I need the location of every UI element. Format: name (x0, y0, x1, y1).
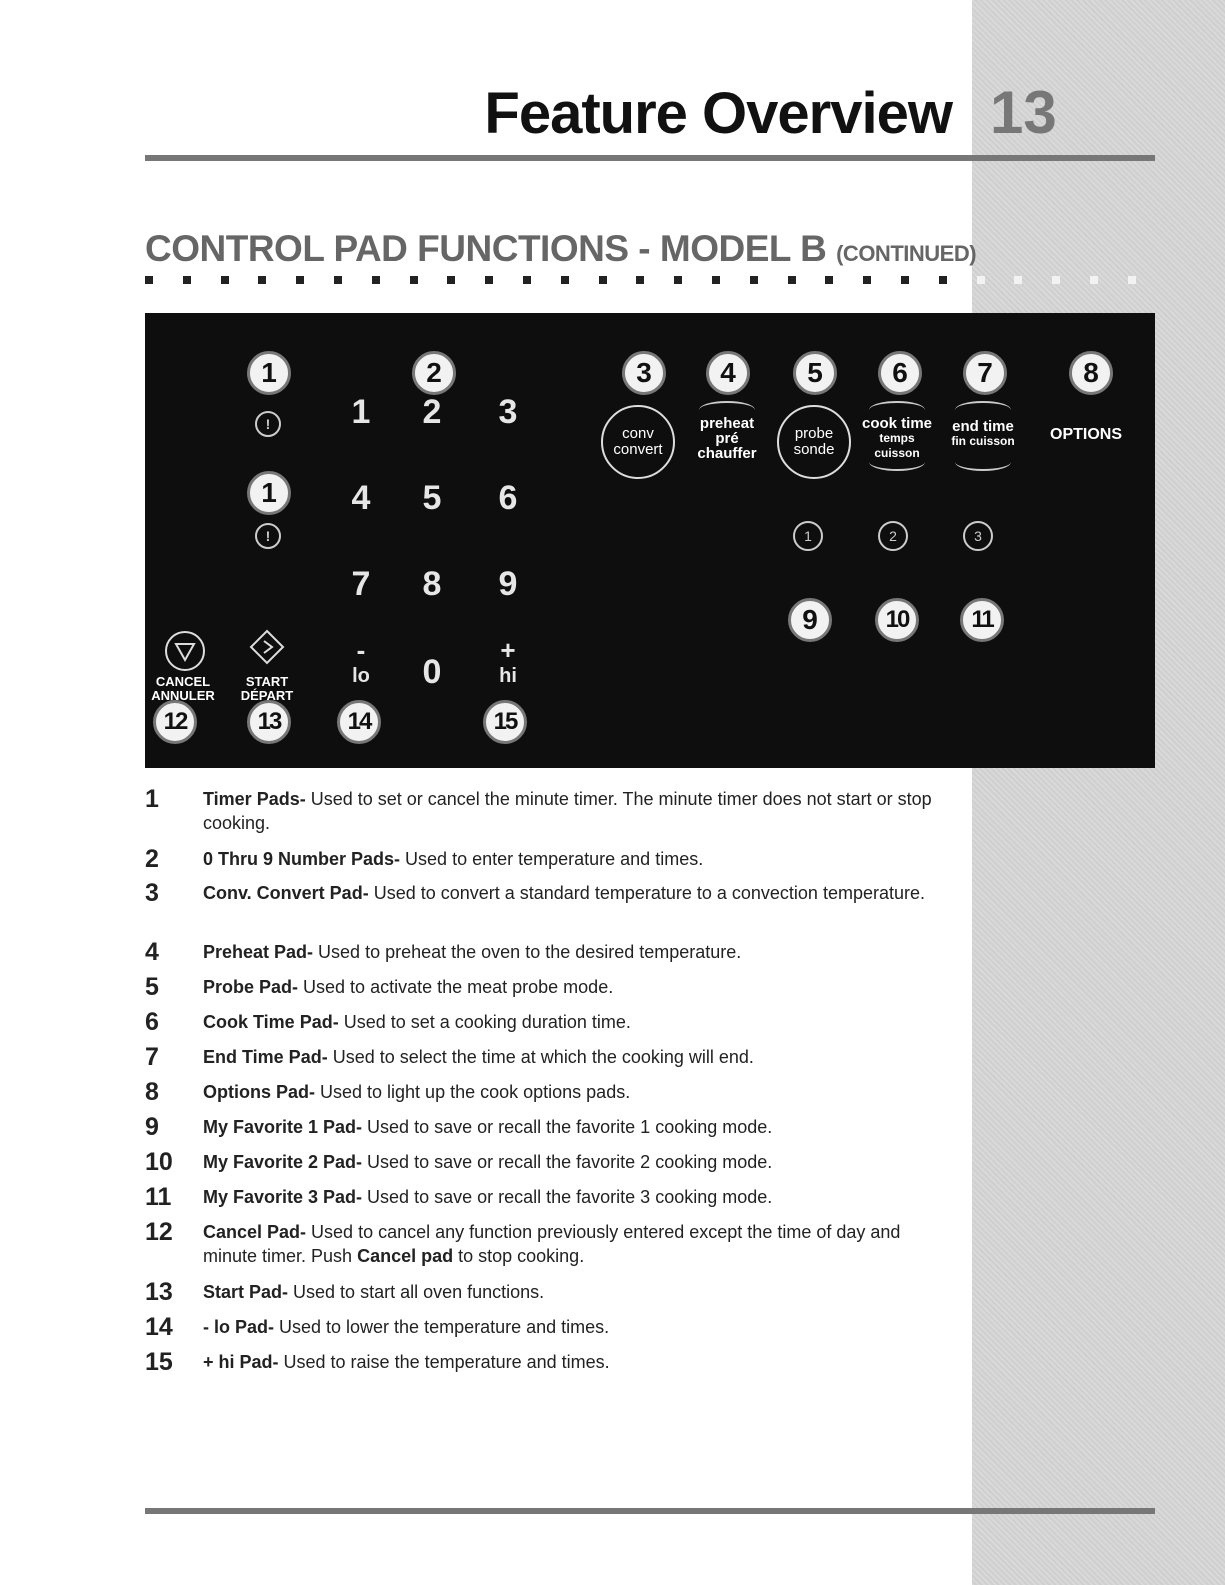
end-time-pad[interactable] (943, 419, 1023, 449)
item-description: Used to preheat the oven to the desired temperature. (313, 942, 742, 962)
item-text (203, 1045, 943, 1069)
item-number: 13 (145, 1278, 173, 1306)
section-title-text: CONTROL PAD FUNCTIONS - MODEL B (145, 228, 827, 269)
callout-10: 10 (875, 598, 919, 642)
divider-dot (183, 276, 191, 284)
preheat-label: preheat (699, 415, 755, 432)
divider-dot (712, 276, 720, 284)
digit-pad-5[interactable]: 5 (422, 479, 442, 517)
temps-label: temps (879, 431, 915, 445)
digit-pad-0[interactable]: 0 (422, 653, 442, 691)
conv-convert-pad[interactable] (601, 405, 675, 479)
item-number: 8 (145, 1078, 159, 1106)
dot-divider (145, 276, 1155, 286)
item-text (203, 1010, 943, 1034)
end-time-label: end time (952, 418, 1014, 435)
divider-dot (1090, 276, 1098, 284)
item-label: Timer Pads- (203, 789, 306, 809)
convert-label: convert (613, 441, 663, 458)
digit-pad-3[interactable]: 3 (498, 393, 518, 431)
probe-pad[interactable] (777, 405, 851, 479)
item-number: 11 (145, 1183, 172, 1211)
callout-12: 12 (153, 700, 197, 744)
start-label: START (245, 674, 289, 689)
item-number: 15 (145, 1348, 173, 1376)
callout-13: 13 (247, 700, 291, 744)
divider-dot (1052, 276, 1060, 284)
divider-dot (447, 276, 455, 284)
item-label: My Favorite 3 Pad- (203, 1187, 363, 1207)
divider-dot (1128, 276, 1136, 284)
item-description: Used to convert a standard temperature to a convection temperature. (368, 883, 925, 903)
fin-cuisson-label: fin cuisson (951, 434, 1015, 448)
item-description: Used to save or recall the favorite 3 cooking mode. (362, 1187, 773, 1207)
item-text (203, 1150, 943, 1174)
digit-pad-2[interactable]: 2 (422, 393, 442, 431)
item-number: 5 (145, 973, 159, 1001)
item-text (203, 1350, 943, 1374)
start-pad[interactable] (229, 675, 305, 703)
callout-11: 11 (960, 598, 1004, 642)
divider-dot (788, 276, 796, 284)
item-description: Used to lower the temperature and times. (274, 1317, 610, 1337)
item-label: - lo Pad- (203, 1317, 274, 1337)
divider-dot (485, 276, 493, 284)
callout-2: 2 (412, 351, 456, 395)
item-label: My Favorite 2 Pad- (203, 1152, 363, 1172)
divider-dot (977, 276, 985, 284)
side-band (972, 0, 1225, 1585)
top-rule (145, 155, 1155, 161)
section-title-suffix: (CONTINUED) (836, 241, 977, 266)
item-text (203, 975, 943, 999)
cancel-label: CANCEL (155, 674, 211, 689)
callout-4: 4 (706, 351, 750, 395)
digit-pad-7[interactable]: 7 (351, 565, 371, 603)
callout-5: 5 (793, 351, 837, 395)
divider-dot (561, 276, 569, 284)
item-description: Used to save or recall the favorite 1 cooking mode. (362, 1117, 773, 1137)
item-label: Cancel Pad- (203, 1222, 307, 1242)
callout-9: 9 (788, 598, 832, 642)
hi-pad[interactable]: hi (499, 665, 517, 687)
callout-7: 7 (963, 351, 1007, 395)
cancel-pad[interactable] (145, 675, 221, 703)
item-description: Used to set or cancel the minute timer. The minute timer does not start or stop cooking. (203, 789, 932, 833)
divider-dot (863, 276, 871, 284)
item-description: Used to set a cooking duration time. (338, 1012, 631, 1032)
item-description: Used to save or recall the favorite 2 cooking mode. (362, 1152, 773, 1172)
digit-pad-1[interactable]: 1 (351, 393, 371, 431)
sonde-label: sonde (793, 441, 835, 458)
divider-dot (750, 276, 758, 284)
item-text (203, 787, 943, 835)
cook-time-label: cook time (861, 415, 933, 432)
item-label-inline: Cancel pad (357, 1246, 454, 1266)
divider-dot (221, 276, 229, 284)
item-description: Used to select the time at which the cooking will end. (327, 1047, 754, 1067)
callout-6: 6 (878, 351, 922, 395)
divider-dot (334, 276, 342, 284)
item-label: Options Pad- (203, 1082, 315, 1102)
divider-dot (599, 276, 607, 284)
page-number: 13 (990, 79, 1057, 146)
lo-pad[interactable]: lo (352, 665, 370, 687)
end-time-arc-top (955, 401, 1011, 419)
item-label: Preheat Pad- (203, 942, 314, 962)
callout-3: 3 (622, 351, 666, 395)
item-label: My Favorite 1 Pad- (203, 1117, 363, 1137)
item-text (203, 881, 943, 905)
item-text (203, 1115, 943, 1139)
item-label: 0 Thru 9 Number Pads- (203, 849, 401, 869)
item-description: Used to light up the cook options pads. (315, 1082, 631, 1102)
item-number: 1 (145, 785, 159, 813)
chauffer-label: chauffer (697, 445, 757, 462)
item-number: 9 (145, 1113, 159, 1141)
digit-pad-4[interactable]: 4 (351, 479, 371, 517)
divider-dot (410, 276, 418, 284)
item-text (203, 1185, 943, 1209)
callout-8: 8 (1069, 351, 1113, 395)
page-title: Feature Overview (484, 81, 952, 146)
control-panel-image (145, 313, 1155, 768)
item-description-end: to stop cooking. (453, 1246, 585, 1266)
timer-icon: ! (255, 411, 281, 437)
divider-dot (258, 276, 266, 284)
divider-dot (1014, 276, 1022, 284)
divider-dot (145, 276, 153, 284)
favorite-1-pad[interactable]: 1 (793, 521, 823, 551)
end-time-arc-bottom (955, 453, 1011, 471)
callout-1b: 1 (247, 471, 291, 515)
item-text (203, 1080, 943, 1104)
start-icon (249, 629, 285, 665)
divider-dot (674, 276, 682, 284)
divider-dot (372, 276, 380, 284)
callout-15: 15 (483, 700, 527, 744)
item-description: Used to activate the meat probe mode. (298, 977, 614, 997)
divider-dot (825, 276, 833, 284)
probe-label: probe (794, 425, 834, 442)
preheat-pad[interactable] (687, 416, 767, 461)
lo-sign: - (356, 635, 366, 665)
digit-pad-8[interactable]: 8 (422, 565, 442, 603)
digit-pad-9[interactable]: 9 (498, 565, 518, 603)
item-number: 7 (145, 1043, 159, 1071)
item-description: Used to raise the temperature and times. (278, 1352, 610, 1372)
item-text (203, 940, 943, 964)
favorite-2-pad[interactable]: 2 (878, 521, 908, 551)
options-pad[interactable]: OPTIONS (1050, 426, 1123, 443)
conv-label: conv (622, 425, 654, 442)
item-text (203, 1220, 943, 1268)
item-label: + hi Pad- (203, 1352, 279, 1372)
item-number: 2 (145, 845, 159, 873)
item-number: 4 (145, 938, 159, 966)
divider-dot (296, 276, 304, 284)
callout-1: 1 (247, 351, 291, 395)
item-number: 10 (145, 1148, 173, 1176)
item-label: Start Pad- (203, 1282, 289, 1302)
item-number: 3 (145, 879, 159, 907)
cancel-label-fr: ANNULER (151, 688, 215, 703)
callout-14: 14 (337, 700, 381, 744)
item-description: Used to cancel any function previously entered except the time of day and minute timer. Push (203, 1222, 901, 1266)
timer-icon: ! (255, 523, 281, 549)
pre-label: pré (715, 430, 739, 447)
section-title (145, 228, 976, 270)
bottom-rule (145, 1508, 1155, 1514)
item-number: 6 (145, 1008, 159, 1036)
cuisson-label: cuisson (874, 446, 920, 460)
hi-sign: + (500, 635, 516, 665)
divider-dot (939, 276, 947, 284)
item-label: Cook Time Pad- (203, 1012, 339, 1032)
item-number: 12 (145, 1218, 173, 1246)
cancel-icon (165, 631, 205, 671)
favorite-3-pad[interactable]: 3 (963, 521, 993, 551)
item-description: Used to start all oven functions. (288, 1282, 545, 1302)
item-label: End Time Pad- (203, 1047, 328, 1067)
item-text (203, 847, 943, 871)
cook-time-arc-bottom (869, 453, 925, 471)
item-label: Conv. Convert Pad- (203, 883, 369, 903)
item-label: Probe Pad- (203, 977, 299, 997)
divider-dot (523, 276, 531, 284)
start-label-fr: DÉPART (240, 688, 294, 703)
item-number: 14 (145, 1313, 173, 1341)
divider-dot (901, 276, 909, 284)
digit-pad-6[interactable]: 6 (498, 479, 518, 517)
divider-dot (636, 276, 644, 284)
item-description: Used to enter temperature and times. (400, 849, 704, 869)
item-text (203, 1315, 943, 1339)
item-text (203, 1280, 943, 1304)
